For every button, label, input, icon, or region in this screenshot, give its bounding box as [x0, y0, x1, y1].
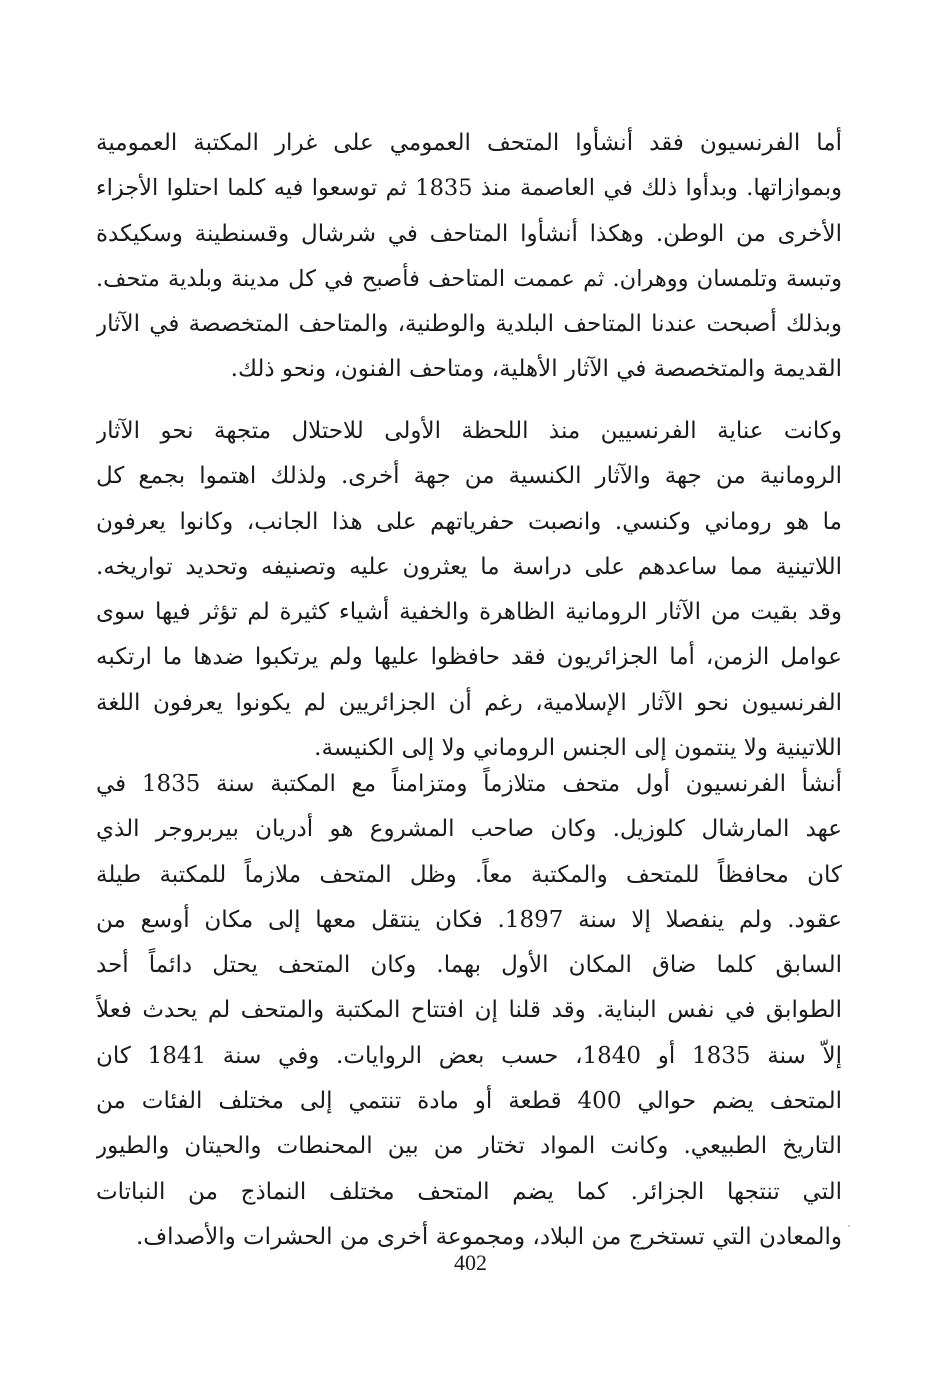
paragraph-line: وكانت عناية الفرنسيين منذ اللحظة الأولى للاحتلال متجهة نحو الآثار	[96, 418, 842, 444]
paragraph-line: الرومانية من جهة والآثار الكنسية من جهة أخرى. ولذلك اهتموا بجمع كل	[96, 463, 842, 490]
paragraph-line: القديمة والمتخصصة في الآثار الأهلية، ومتاحف الفنون، ونحو ذلك.	[230, 356, 842, 383]
paragraph-line: الأخرى من الوطن. وهكذا أنشأوا المتاحف في شرشال وقسنطينة وسكيكدة	[96, 220, 842, 247]
paragraph-3	[96, 762, 842, 1260]
paragraph-line: إلاّ سنة 1835 أو 1840، حسب بعض الروايات. وفي سنة 1841 كان	[96, 1042, 842, 1069]
page-number: 402	[454, 1250, 487, 1275]
paragraph-line: أما الفرنسيون فقد أنشأوا المتحف العمومي على غرار المكتبة العمومية	[96, 130, 842, 156]
paragraph-line: الطوابق في نفس البناية. وقد قلنا إن افتتاح المكتبة والمتحف لم يحدث فعلاً	[96, 997, 842, 1024]
scan-speck	[848, 1225, 850, 1227]
paragraph-line: والمعادن التي تستخرج من البلاد، ومجموعة أخرى من الحشرات والأصداف.	[135, 1223, 842, 1250]
paragraph-line: التي تنتجها الجزائر. كما يضم المتحف مختلف النماذج من النباتات	[96, 1178, 842, 1205]
paragraph-line: وبموازاتها. وبدأوا ذلك في العاصمة منذ 1835 ثم توسعوا فيه كلما احتلوا الأجزاء	[96, 175, 842, 202]
paragraph-2	[96, 409, 842, 771]
paragraph-line: وبذلك أصبحت عندنا المتاحف البلدية والوطنية، والمتاحف المتخصصة في الآثار	[96, 311, 842, 338]
paragraph-line: اللاتينية مما ساعدهم على دراسة ما يعثرون عليه وتصنيفه وتحديد تواريخه.	[96, 553, 842, 580]
paragraph-line: عوامل الزمن، أما الجزائريون فقد حافظوا عليها ولم يرتكبوا ضدها ما ارتكبه	[96, 644, 842, 671]
paragraph-line: وقد بقيت من الآثار الرومانية الظاهرة والخفية أشياء كثيرة لم تؤثر فيها سوى	[96, 599, 842, 626]
paragraph-line: التاريخ الطبيعي. وكانت المواد تختار من بين المحنطات والحيتان والطيور	[96, 1133, 842, 1160]
paragraph-line: المتحف يضم حوالي 400 قطعة أو مادة تنتمي إلى مختلف الفئات من	[96, 1088, 842, 1115]
paragraph-line: كان محافظاً للمتحف والمكتبة معاً. وظل المتحف ملازماً للمكتبة طيلة	[96, 861, 842, 888]
paragraph-line: عهد المارشال كلوزيل. وكان صاحب المشروع هو أدريان بيربروجر الذي	[96, 816, 842, 843]
paragraph-line: وتبسة وتلمسان ووهران. ثم عممت المتاحف فأصبح في كل مدينة وبلدية متحف.	[96, 265, 842, 292]
paragraph-1	[96, 121, 842, 393]
paragraph-line: أنشأ الفرنسيون أول متحف متلازماً ومتزامناً مع المكتبة سنة 1835 في	[96, 771, 842, 797]
paragraph-line: الفرنسيون نحو الآثار الإسلامية، رغم أن الجزائريين لم يكونوا يعرفون اللغة	[96, 689, 842, 716]
paragraph-line: عقود. ولم ينفصلا إلا سنة 1897. فكان ينتقل معها إلى مكان أوسع من	[96, 906, 842, 933]
paragraph-line: ما هو روماني وكنسي. وانصبت حفرياتهم على هذا الجانب، وكانوا يعرفون	[96, 508, 842, 535]
paragraph-line: السابق كلما ضاق المكان الأول بهما. وكان المتحف يحتل دائماً أحد	[96, 952, 842, 979]
paragraph-line: اللاتينية ولا ينتمون إلى الجنس الروماني ولا إلى الكنيسة.	[314, 735, 842, 762]
